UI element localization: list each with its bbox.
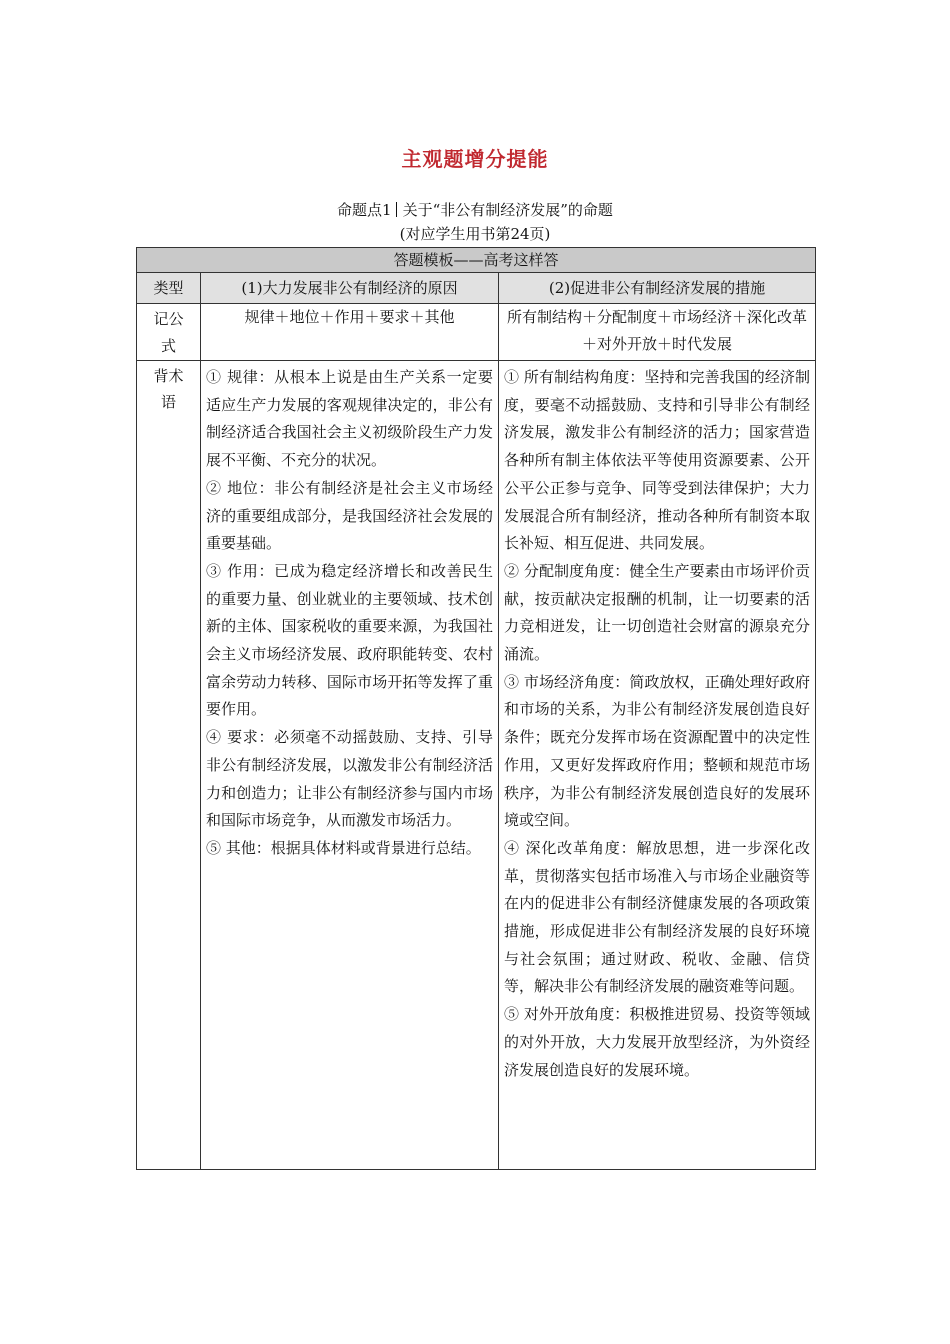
topic-separator	[396, 202, 397, 217]
list-item: ④ 深化改革角度：解放思想，进一步深化改革，贯彻落实包括市场准入与市场企业融资等在内的促进非公有制经济健康发展的各项政策措施，形成促进非公有制经济发展的良好环境与社会氛围；通过财政、税收、金融、信贷等，解决非公有制经济发展的融资难等问题。	[504, 838, 810, 996]
list-item: ④ 要求：必须毫不动摇鼓励、支持、引导非公有制经济发展，以激发非公有制经济活力和创造力；让非公有制经济参与国内市场和国际市场竞争，从而激发市场活力。	[206, 728, 493, 830]
col1-points	[201, 361, 499, 1170]
topic-text: 关于“非公有制经济发展”的命题	[402, 201, 613, 219]
list-item: ② 分配制度角度：健全生产要素由市场评价贡献，按贡献决定报酬的机制，让一切要素的活力竞相迸发，让一切创造社会财富的源泉充分涌流。	[504, 561, 810, 664]
table-header: 答题模板——高考这样答	[137, 248, 816, 273]
type-label: 类型	[137, 273, 201, 304]
answer-template-table	[136, 247, 816, 1170]
list-item: ⑤ 对外开放角度：积极推进贸易、投资等领域的对外开放，大力发展开放型经济，为外资经济发展创造良好的发展环境。	[504, 1005, 810, 1079]
col1-type: (1)大力发展非公有制经济的原因	[201, 273, 499, 304]
recite-row	[137, 361, 816, 1170]
topic-heading	[0, 199, 950, 220]
list-item: ② 地位：非公有制经济是社会主义市场经济的重要组成部分，是我国经济社会发展的重要基础。	[206, 478, 493, 553]
list-item: ① 所有制结构角度：坚持和完善我国的经济制度，要毫不动摇鼓励、支持和引导非公有制经济发展，激发非公有制经济的活力；国家营造各种所有制主体依法平等使用资源要素、公开公平公正参与竞争、同等受到法律保护；大力发展混合所有制经济，推动各种所有制资本取长补短、相互促进、共同发展。	[504, 368, 810, 553]
list-item: ③ 作用：已成为稳定经济增长和改善民生的重要力量、创业就业的主要领域、技术创新的主体、国家税收的重要来源，为我国社会主义市场经济发展、政府职能转变、农村富余劳动力转移、国际市场开拓等发挥了重要作用。	[206, 561, 493, 719]
col1-formula: 规律＋地位＋作用＋要求＋其他	[201, 304, 499, 361]
page-title: 主观题增分提能	[401, 147, 549, 171]
col2-formula: 所有制结构＋分配制度＋市场经济＋深化改革＋对外开放＋时代发展	[499, 304, 816, 361]
table-header-row	[137, 248, 816, 273]
col2-type: (2)促进非公有制经济发展的措施	[499, 273, 816, 304]
list-item: ⑤ 其他：根据具体材料或背景进行总结。	[206, 838, 481, 857]
formula-row	[137, 304, 816, 361]
list-item: ③ 市场经济角度：简政放权，正确处理好政府和市场的关系，为非公有制经济发展创造良好条件；既充分发挥市场在资源配置中的决定性作用，又更好发挥政府作用；整顿和规范市场秩序，为非公有制经济发展创造良好的发展环境或空间。	[504, 672, 810, 830]
col2-points	[499, 361, 816, 1170]
recite-label: 背术语	[137, 361, 201, 1170]
topic-prefix: 命题点1	[337, 201, 392, 219]
formula-label: 记公式	[137, 304, 201, 361]
source-reference: (对应学生用书第24页)	[399, 225, 551, 243]
list-item: ① 规律：从根本上说是由生产关系一定要适应生产力发展的客观规律决定的，非公有制经济适合我国社会主义初级阶段生产力发展不平衡、不充分的状况。	[206, 368, 493, 470]
type-row	[137, 273, 816, 304]
